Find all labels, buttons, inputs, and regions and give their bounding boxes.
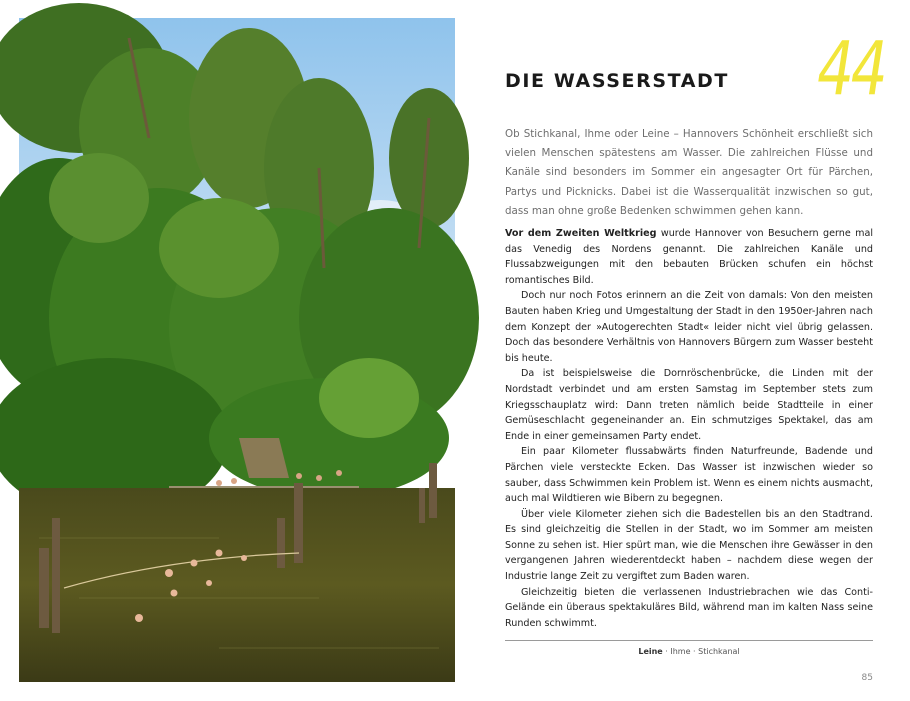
body-paragraph: Gleichzeitig bieten die verlassenen Industriebrachen wie das Conti-Gelände ein überaus spektakuläres Bild, während man im kalten Nass seine Runden schwimmt. <box>505 586 873 629</box>
lead-rest: wurde Hannover von Besuchern gerne mal das Venedig des Nordens genannt. Die zahlreichen Kanäle und Flussabzweigungen mit den bebauten Brücken schufen ein höchst romantisches Bild. <box>505 228 873 286</box>
body-paragraph: Da ist beispielsweise die Dornröschenbrücke, die Linden mit der Nordstadt verbindet und am ersten Samstag im September stets zum Kriegsschauplatz wird: Dann treten nämlich beide Stadtteile in einer Gemüseschlacht gegeneinander an. Ein schmutziges Spektakel, das am Ende in einer gemeinsamen Party endet. <box>505 368 873 442</box>
chapter-number-text: 44 <box>817 24 885 112</box>
body-text <box>505 226 873 631</box>
footer-tag-bold: Leine <box>638 647 663 656</box>
footer-tags <box>505 647 873 656</box>
intro-paragraph: Ob Stichkanal, Ihme oder Leine – Hannovers Schönheit erschließt sich vielen Menschen spätestens am Wasser. Die zahlreichen Flüsse und Kanäle sind besonders im Sommer ein angesagter Ort für Pärchen, Partys und Picknicks. Dabei ist die Wasserqualität inzwischen so gut, dass man ohne große Bedenken schwimmen gehen kann. <box>505 128 873 217</box>
footer-divider <box>505 640 873 641</box>
body-paragraph: Über viele Kilometer ziehen sich die Badestellen bis an den Stadtrand. Es sind gleichzeitig die Stellen in der Stadt, wo im Sommer am meisten Sonne zu sehen ist. Hier spürt man, wie die Menschen ihre Gewässer in den vergangenen Jahren wiederentdeckt haben – nachdem diese wegen der Industrie lange Zeit zu vergiftet zum Baden waren. <box>505 508 873 583</box>
footer-tag-rest: · Ihme · Stichkanal <box>662 647 740 656</box>
photo-swimmers-river <box>19 18 455 682</box>
chapter-number <box>817 22 885 112</box>
page-number: 85 <box>861 673 873 683</box>
page-title: DIE WASSERSTADT <box>505 70 729 92</box>
lead-bold: Vor dem Zweiten Weltkrieg <box>505 228 657 239</box>
body-paragraph: Doch nur noch Fotos erinnern an die Zeit von damals: Von den meisten Bauten haben Krieg und Umgestaltung der Stadt in den 1950er-Jahren nach dem Konzept der »Autogerechten Stadt« leider nicht viel übrig gelassen. Doch das besondere Verhältnis von Hannovers Bürgern zum Wasser besteht bis heute. <box>505 290 873 364</box>
body-paragraph-lead <box>505 226 873 288</box>
body-paragraph: Ein paar Kilometer flussabwärts finden Naturfreunde, Badende und Pärchen viele versteckte Ecken. Das Wasser ist inzwischen wieder so sauber, dass Schwimmen kein Problem ist. Wenn es einem nichts ausmacht, auch mal Wildtieren wie Bibern zu begegnen. <box>505 446 873 505</box>
